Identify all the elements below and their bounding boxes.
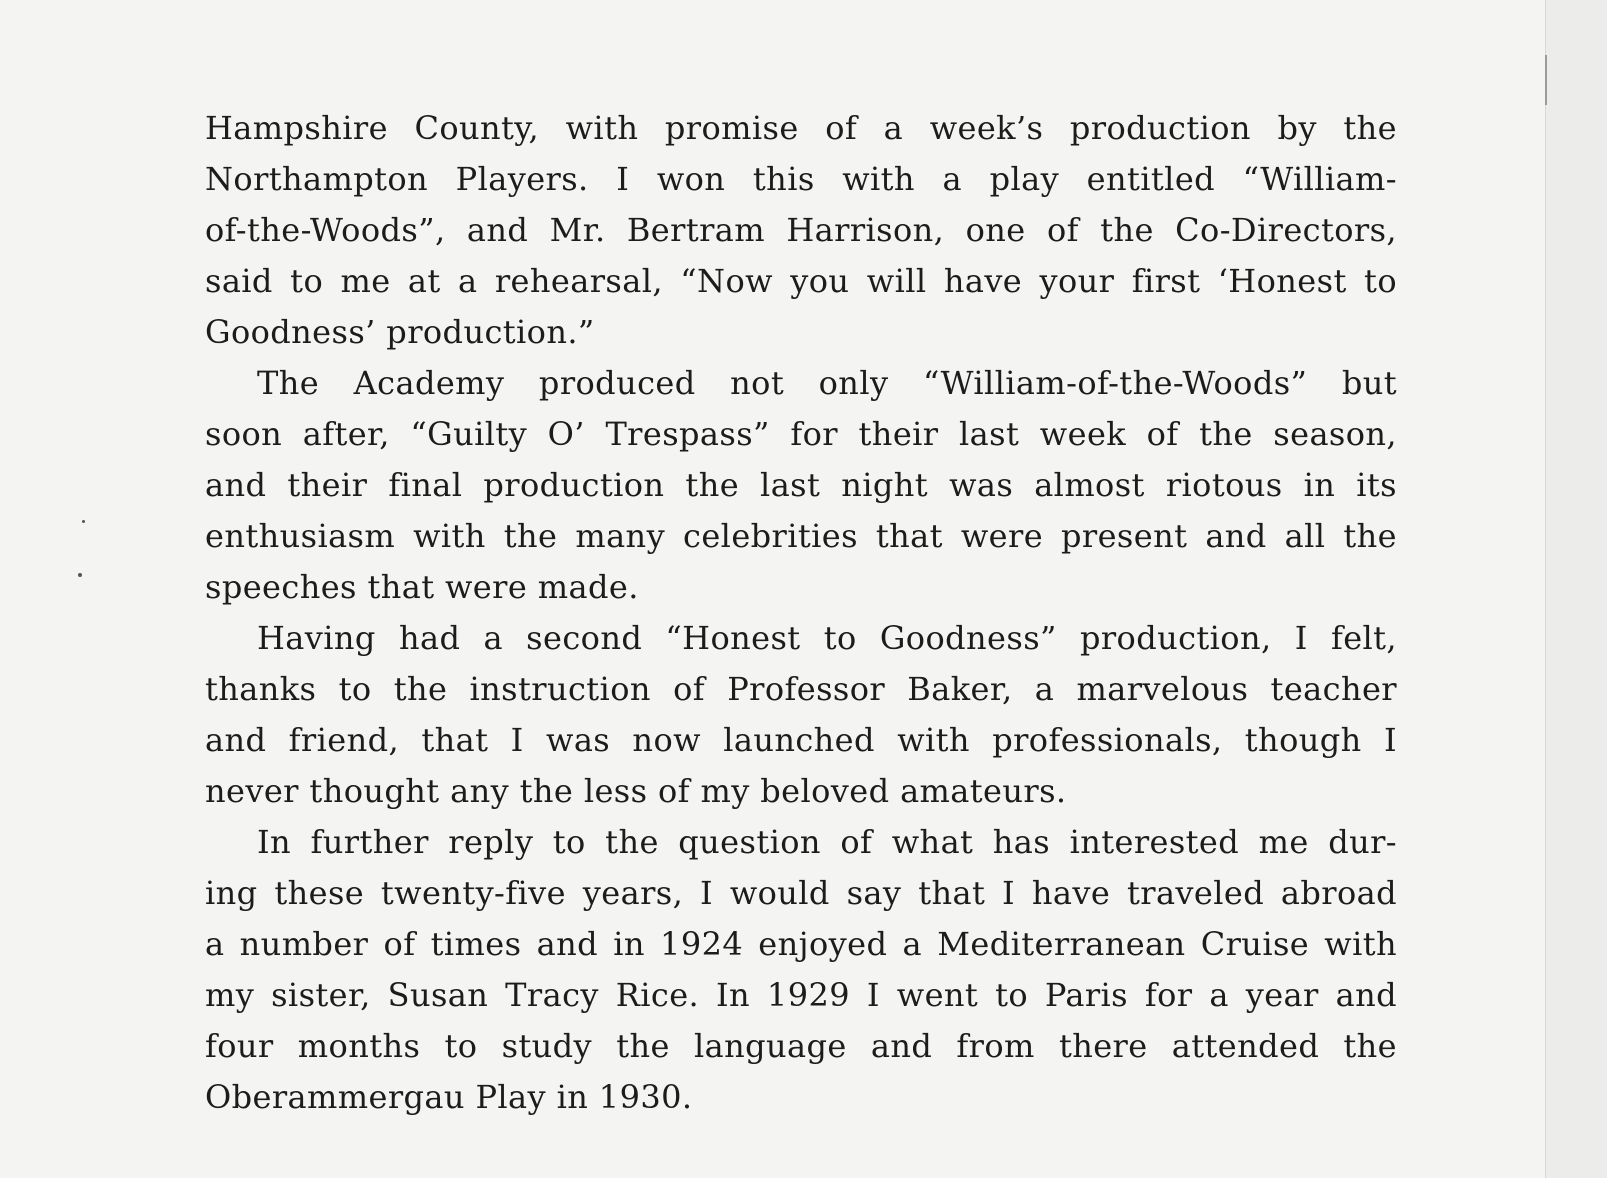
scan-speck [78,573,82,577]
edge-mark [1545,55,1547,105]
paragraph-3 [205,613,1397,817]
text-line: my sister, Susan Tracy Rice. In 1929 I went to Paris for a year and [205,976,1397,1014]
text-line: of-the-Woods”, and Mr. Bertram Harrison, one of the Co-Directors, [205,211,1397,249]
text-line: In further reply to the question of what has interested me dur- [257,823,1397,861]
text-line: four months to study the language and from there attended the [205,1027,1397,1065]
text-line: soon after, “Guilty O’ Trespass” for their last week of the season, [205,415,1397,453]
text-line: Goodness’ production.” [205,313,595,351]
paragraph-1 [205,103,1397,358]
text-line: ing these twenty-five years, I would say that I have traveled abroad [205,874,1397,912]
text-line: thanks to the instruction of Professor Baker, a marvelous teacher [205,670,1397,708]
text-line: speeches that were made. [205,568,639,606]
page-edge-shadow [1545,0,1607,1178]
text-line: never thought any the less of my beloved amateurs. [205,772,1067,810]
text-line: Having had a second “Honest to Goodness” production, I felt, [257,619,1397,657]
text-line: a number of times and in 1924 enjoyed a Mediterranean Cruise with [205,925,1397,963]
scan-speck [82,520,85,523]
text-line: Oberammergau Play in 1930. [205,1078,693,1116]
text-line: and friend, that I was now launched with professionals, though I [205,721,1397,759]
text-line: Hampshire County, with promise of a week’s production by the [205,109,1397,147]
paragraph-2 [205,358,1397,613]
text-line: said to me at a rehearsal, “Now you will have your first ‘Honest to [205,262,1397,300]
text-line: Northampton Players. I won this with a play entitled “William- [205,160,1397,198]
body-text [205,103,1397,1123]
text-line: The Academy produced not only “William-of-the-Woods” but [257,364,1397,402]
text-line: enthusiasm with the many celebrities that were present and all the [205,517,1397,555]
text-line: and their final production the last night was almost riotous in its [205,466,1397,504]
paragraph-4 [205,817,1397,1123]
